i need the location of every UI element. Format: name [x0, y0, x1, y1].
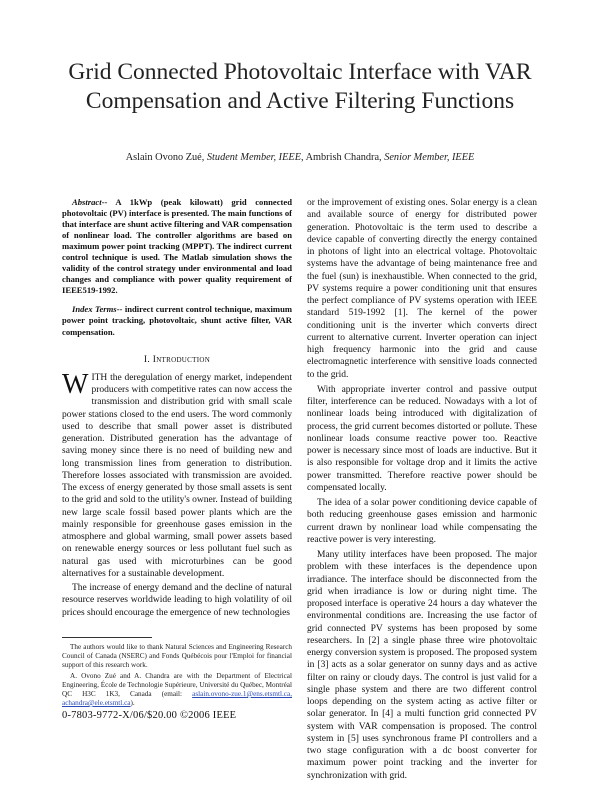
abstract — [62, 197, 292, 296]
index-terms-label: Index Terms — [72, 304, 117, 315]
right-paragraph-4: Many utility interfaces have been proposed. The major problem with these interfaces is the dependence upon irradiance. The interface should be disconnected from the grid when irradiance is low or during night time. The proposed interface is operative 24 hours a day whatever the environmental conditions are. Increasing the use factor of grid connected PV systems has been proposed by some researchers. In [2] a single phase three wire photovoltaic energy conversion system is proposed. The proposed system in [3] acts as a solar generator on sunny days and as active filter on rainy or cloudy days. The control is just valid for a single phase system and there are two different control loops depending on the system acting as active filter or solar generator. In [4] a multi function grid connected PV system with VAR compensation is proposed. The control system in [5] uses synchronous frame PI controllers and a two stage configuration with a dc boost converter for maximum power point tracking and the inverter for synchronization with grid. — [307, 550, 537, 781]
footnote-2 — [62, 672, 292, 708]
author-name-2: , Ambrish Chandra, — [300, 152, 385, 163]
author-email-link[interactable]: aslain.ovono-zue.1@ens.etsmtl.ca, achandra@ele.etsmtl.ca — [62, 689, 292, 707]
author-role-2: Senior Member, IEEE — [384, 152, 475, 163]
index-terms-text: -- indirect current control technique, maximum power point tracking, photovoltaic, shunt active filter, VAR compensation. — [62, 304, 293, 337]
intro-paragraph-1-text: ITH the deregulation of energy market, independent producers with competitive rates can now access the transmission and distribution grid with small scale power stations closed to the end users. The word commonly used to describe that small power asset is distributed generation. Distributed generation has the advantage of saving money since there is no need of building new and long transmission lines from generation to distribution. Therefore losses associated with transmission are avoided. The excess of energy generated by those small assets is sent to the grid and sold to the utility's owner. Instead of building new large scale fossil based power plants which are the mainly responsible for greenhouse gases emission in the atmosphere and global warming, small power assets based on renewable energy sources or less pollutant fuel such as natural gas used with microturbines can be good alternatives for a sustainable development. — [62, 372, 292, 579]
intro-paragraph-1 — [62, 368, 292, 580]
author-line — [40, 152, 560, 163]
footnote-1: The authors would like to thank Natural Sciences and Engineering Research Council of Canada (NSERC) and Fonds Québécois pour l'Emploi for financial support of this research work. — [62, 642, 292, 669]
author-role-1: Student Member, IEEE — [206, 152, 301, 163]
right-paragraph-3: The idea of a solar power conditioning device capable of both reducing greenhouse gases emission and harmonic current drawn by nonlinear load while compensating the reactive power is very interesting. — [307, 498, 537, 545]
paper-title: Grid Connected Photovoltaic Interface with VAR Compensation and Active Filtering Functions — [68, 59, 532, 114]
left-column — [62, 197, 292, 722]
right-paragraph-2: With appropriate inverter control and passive output filter, interference can be reduced. Nowadays with a lot of nonlinear loads being introduced with digitalization of process, the grid current becomes distorted or pollute. These nonlinear loads consume reactive power too. Reactive power is necessary since most of loads are inductive. But it is also responsible for voltage drop and it limits the active power transmitted. Therefore reactive power should be compensated locally. — [307, 384, 537, 493]
abstract-label: Abstract — [72, 197, 102, 207]
section-heading-introduction: I. Introduction — [143, 354, 211, 365]
intro-paragraph-2: The increase of energy demand and the decline of natural resource reserves worldwide leading to high volatility of oil prices should encourage the emergence of new technologies — [62, 583, 292, 618]
right-paragraph-1: or the improvement of existing ones. Solar energy is a clean and available source of energy for distributed power generation. Photovoltaic is the term used to describe a device capable of converting directly the energy contained in photons of light into an electrical voltage. Photovoltaic systems have the advantage of being maintenance free and the fuel (sun) is inexhaustible. When connected to the grid, PV systems require a power conditioning unit that ensures the perfect compliance of PV systems operation with IEEE standard 519-1992 [1]. The kernel of the power conditioning unit is the inverter which converts direct current to alternative current. Inverter operation can inject high frequency harmonic into the grid and cause electromagnetic interference with sensitive loads connected to the grid. — [307, 198, 537, 380]
abstract-text: -- A 1kWp (peak kilowatt) grid connected photovoltaic (PV) interface is presented. The main functions of that interface are shunt active filtering and VAR compensation of nonlinear load. The controller algorithms are based on maximum power point tracking (MPPT). The indirect current control technique is used. The Matlab simulation shows the validity of the control strategy under environmental and load changes and compliance with power quality requirement of IEEE519-1992. — [62, 197, 292, 296]
right-column — [307, 197, 537, 785]
footnote-2-end: ). — [130, 698, 135, 707]
index-terms — [62, 304, 292, 337]
isbn-line: 0-7803-9772-X/06/$20.00 ©2006 IEEE — [62, 709, 237, 721]
footnote-rule — [62, 637, 152, 638]
drop-cap: W — [62, 368, 89, 400]
footnote-2-text: A. Ovono Zué and A. Chandra are with the Department of Electrical Engineering, École de Technologie Supérieure, Université du Québec, Montréal QC H3C 1K3, Canada (email: — [62, 671, 292, 698]
author-name-1: Aslain Ovono Zué, — [125, 152, 207, 163]
